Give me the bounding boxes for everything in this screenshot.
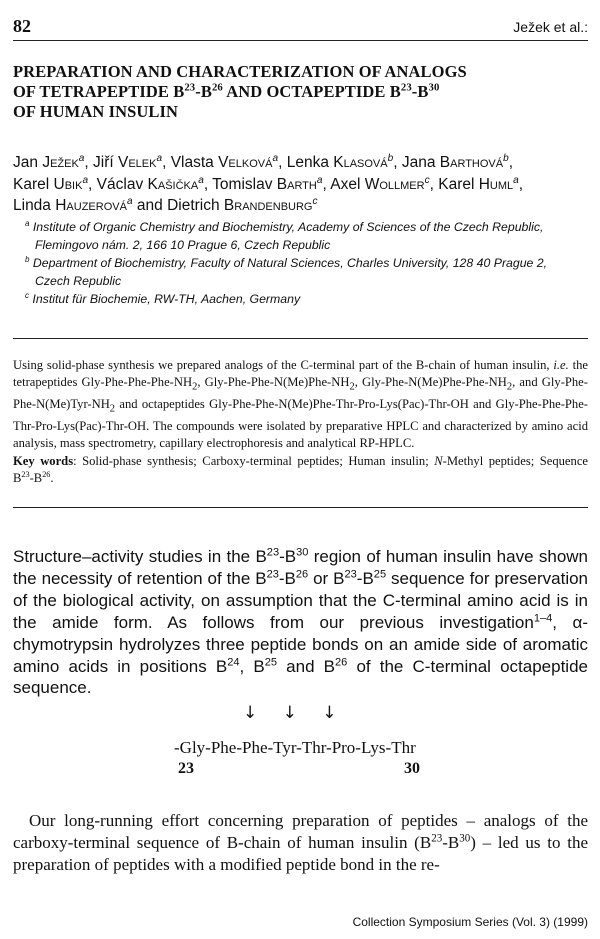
sequence-end-number: 30	[404, 760, 420, 777]
author-line-2: Karel Ubik$^a$, Václav Kašička$^a$, Tomislav Barth$^a$, Axel Wollmer$^c$, Karel Huml$^a$,	[13, 174, 524, 193]
cleavage-arrows: ↓ ↓ ↓	[243, 703, 347, 723]
affiliations	[25, 218, 585, 308]
affiliation-b: $^b$ Department of Biochemistry, Faculty of Natural Sciences, Charles University, 128 40 Prague 2, Czech Republic	[25, 254, 548, 288]
author: Karel Ubik$^a$	[13, 174, 89, 193]
author: Axel Wollmer$^c$	[330, 174, 430, 193]
running-head: Ježek et al.:	[513, 19, 588, 35]
article-title	[13, 62, 573, 122]
author: Tomislav Barth$^a$	[212, 174, 323, 193]
author: Karel Huml$^a$	[438, 174, 519, 193]
page	[13, 0, 588, 939]
author: Lenka Klasová$^b$	[286, 152, 394, 171]
abstract-top-rule	[13, 338, 588, 339]
affiliation-a: $^a$ Institute of Organic Chemistry and Biochemistry, Academy of Sciences of the Czech Republic, Flemingovo nám. 2, 166 10 Prague 6, Czech Republic	[25, 218, 544, 252]
author: Jana Barthová$^b$	[401, 152, 509, 171]
title-line-3: OF HUMAN INSULIN	[13, 102, 179, 121]
abstract-text: Using solid-phase synthesis we prepared analogs of the C-terminal part of the B-chain of human insulin, i.e. the tetrapeptides Gly-$Phe-Phe-Phe-NH_2$, Gly-$Phe-Phe-N(Me)Phe-NH_2$, Gly-$Phe-N(Me)Phe-Phe-NH_2$, and Gly-$Phe-Phe-N(Me)Tyr-NH_2$ and octapeptides Gly-Phe-Phe-N(Me)Phe-Thr-Pro-Lys(Pac)-Thr-OH and Gly-Phe-Phe-Phe-Thr-Pro-Lys(Pac)-Thr-OH. The compounds were isolated by preparative HPLC and characterized by amino acid analysis, mass spectrometry, capillary electrophoresis and analytical RP-HPLC.	[13, 358, 588, 451]
page-footer: Collection Symposium Series (Vol. 3) (1999)	[352, 915, 588, 929]
author-list	[13, 152, 588, 217]
author: Jan Ježek$^a$	[13, 152, 85, 171]
page-number: 82	[13, 16, 31, 36]
peptide-sequence: -Gly-Phe-Phe-Tyr-Thr-Pro-Lys-Thr	[174, 738, 416, 757]
author-line-3	[13, 195, 588, 217]
key-words: Key words: Solid-phase synthesis; Carboxy-terminal peptides; Human insulin; N-Methyl peptides; Sequence $B^{23}-B^{26}$.	[13, 453, 588, 485]
sequence-start-number: 23	[178, 760, 194, 777]
author-and: and	[136, 197, 163, 214]
author: Václav Kašička$^a$	[96, 174, 204, 193]
abstract	[13, 357, 588, 487]
author: Dietrich Brandenburg$^c$	[167, 195, 318, 214]
page-header	[13, 14, 588, 41]
author-line-1: Jan Ježek$^a$, Jiří Velek$^a$, Vlasta Velková$^a$, Lenka Klasová$^b$, Jana Barthová$^b$,	[13, 152, 514, 171]
affiliation-c: $^c$ Institut für Biochemie, RW-TH, Aachen, Germany	[25, 290, 301, 306]
body-paragraph-2: Our long-running effort concerning preparation of peptides – analogs of the carboxy-terminal sequence of B-chain of human insulin $(B^{23}-B^{30})$ – led us to the preparation of peptides with a modified peptide bond in the re-	[13, 811, 588, 874]
author: Linda Hauzerová$^a$	[13, 195, 133, 214]
author: Vlasta Velková$^a$	[170, 152, 279, 171]
title-line-1: PREPARATION AND CHARACTERIZATION OF ANALOGS	[13, 62, 467, 81]
author: Jiří Velek$^a$	[93, 152, 163, 171]
body-paragraph-1: Structure–activity studies in the $B^{23}-B^{30}$ region of human insulin have shown the necessity of retention of the $B^{23}-B^{26}$ or $B^{23}-B^{25}$ sequence for preservation of the biological activity, on assumption that the C-terminal amino acid is in the amide form. As follows from our previous investigation$^{1-4}$, α-chymotrypsin hydrolyzes three peptide bonds on an amide side of aromatic amino acids in positions $B^{24}$, $B^{25}$ and $B^{26}$ of the C-terminal octapeptide sequence.	[13, 546, 589, 698]
title-line-2: OF TETRAPEPTIDE $B^{23}-B^{26}$ AND OCTAPEPTIDE $B^{23}-B^{30}$	[13, 81, 440, 101]
abstract-bottom-rule	[13, 507, 588, 508]
